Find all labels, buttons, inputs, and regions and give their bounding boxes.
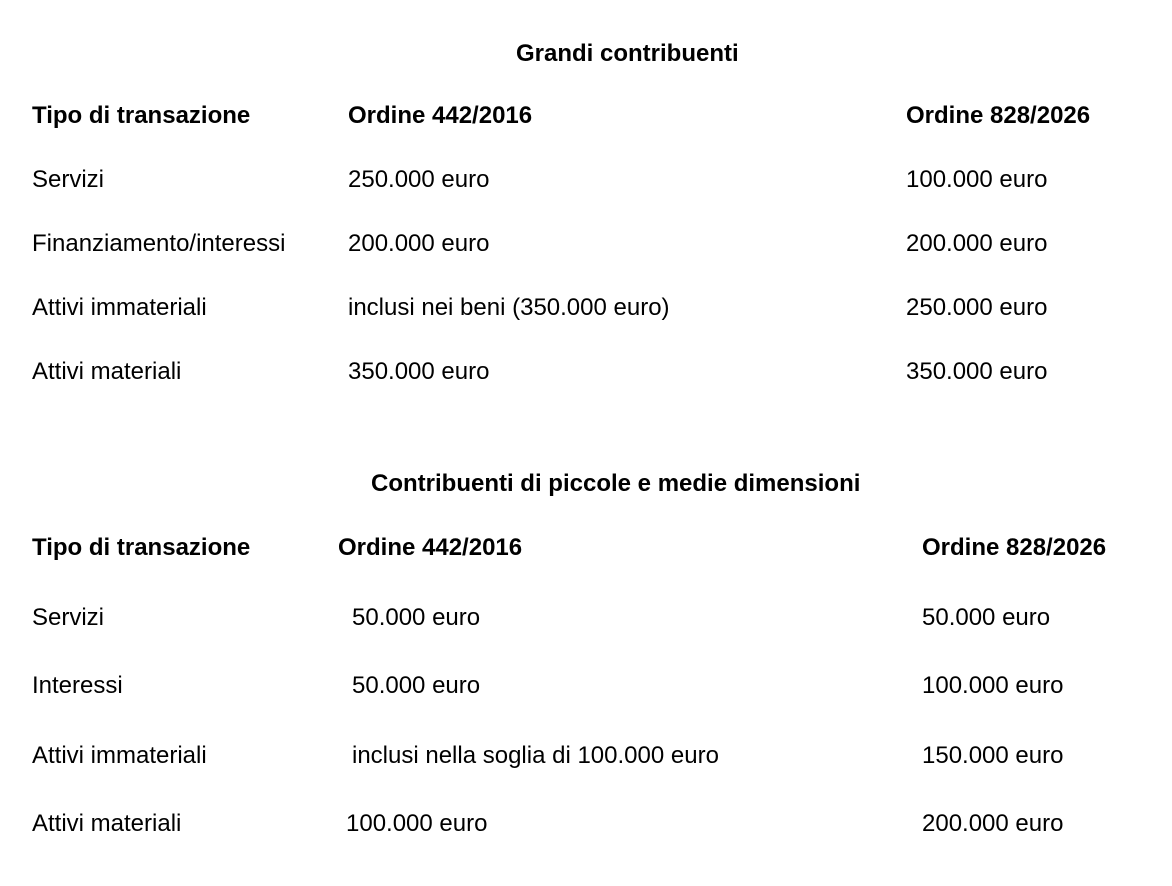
sme-row-services-2026: 50.000 euro: [922, 604, 1051, 631]
sme-row-tangible-2016: 100.000 euro: [346, 810, 488, 837]
sme-section-title: Contribuenti di piccole e medie dimensioni: [371, 470, 861, 497]
sme-header-order-2026: Ordine 828/2026: [922, 534, 1107, 561]
large-row-financing-2026: 200.000 euro: [906, 230, 1048, 257]
sme-row-services-2016: 50.000 euro: [352, 604, 481, 631]
sme-header-order-2016: Ordine 442/2016: [338, 534, 523, 561]
large-section-title: Grandi contribuenti: [516, 40, 739, 67]
large-row-services-label: Servizi: [32, 166, 105, 193]
large-header-type: Tipo di transazione: [32, 102, 251, 129]
large-row-intangible-2026: 250.000 euro: [906, 294, 1048, 321]
large-row-financing-label: Finanziamento/interessi: [32, 230, 286, 257]
sme-row-interest-2016: 50.000 euro: [352, 672, 481, 699]
sme-header-type: Tipo di transazione: [32, 534, 251, 561]
sme-row-interest-label: Interessi: [32, 672, 123, 699]
large-header-order-2016: Ordine 442/2016: [348, 102, 533, 129]
sme-row-intangible-2016: inclusi nella soglia di 100.000 euro: [352, 742, 719, 769]
large-row-intangible-label: Attivi immateriali: [32, 294, 207, 321]
large-row-tangible-2016: 350.000 euro: [348, 358, 490, 385]
large-row-tangible-2026: 350.000 euro: [906, 358, 1048, 385]
sme-row-interest-2026: 100.000 euro: [922, 672, 1064, 699]
sme-row-tangible-label: Attivi materiali: [32, 810, 182, 837]
sme-row-services-label: Servizi: [32, 604, 105, 631]
sme-row-intangible-2026: 150.000 euro: [922, 742, 1064, 769]
sme-row-tangible-2026: 200.000 euro: [922, 810, 1064, 837]
large-row-services-2026: 100.000 euro: [906, 166, 1048, 193]
large-header-order-2026: Ordine 828/2026: [906, 102, 1091, 129]
large-row-services-2016: 250.000 euro: [348, 166, 490, 193]
sme-row-intangible-label: Attivi immateriali: [32, 742, 207, 769]
large-row-intangible-2016: inclusi nei beni (350.000 euro): [348, 294, 670, 321]
large-row-tangible-label: Attivi materiali: [32, 358, 182, 385]
large-row-financing-2016: 200.000 euro: [348, 230, 490, 257]
